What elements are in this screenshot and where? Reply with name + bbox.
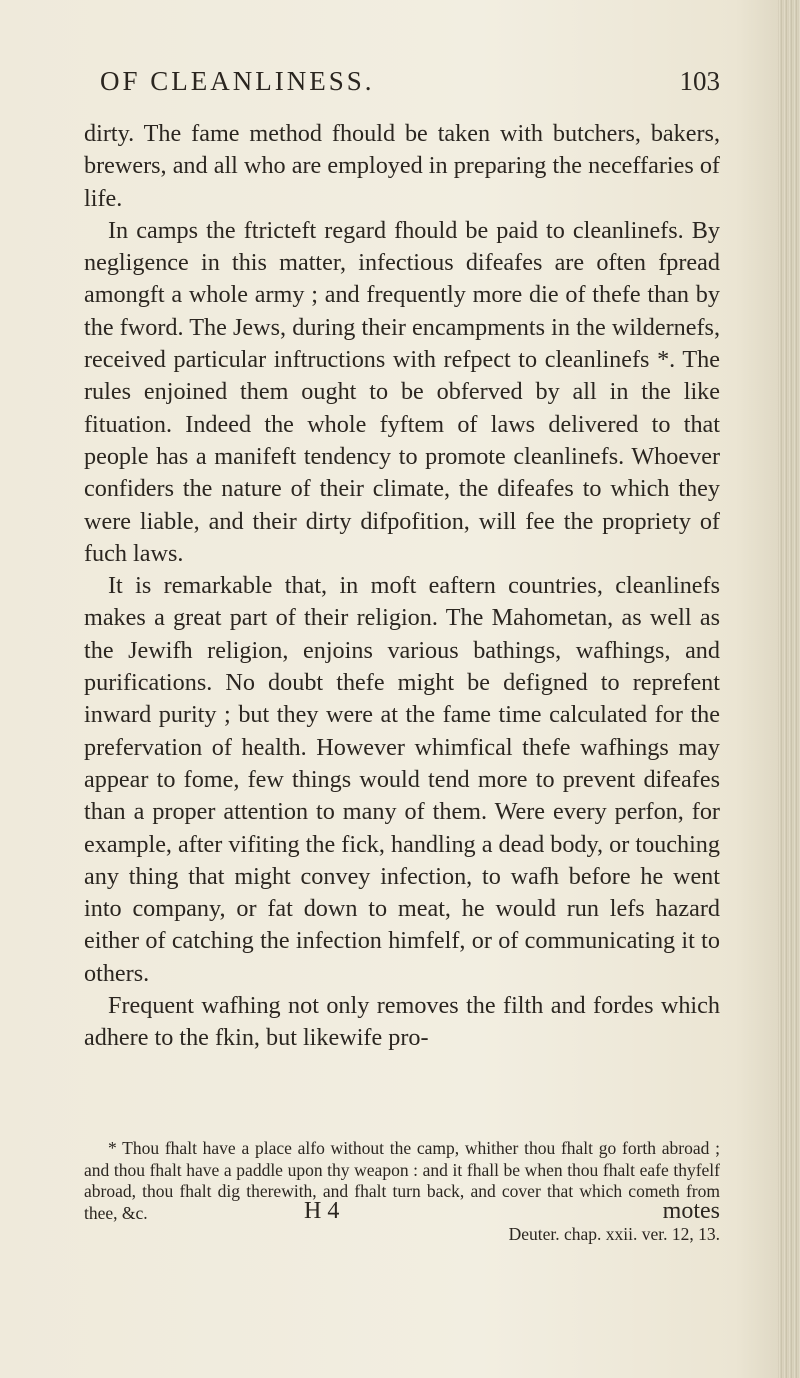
paragraph-washing: Frequent wafhing not only removes the filth and fordes which adhere to the fkin, but likewife pro- xyxy=(84,992,720,1052)
footnote-text: * Thou fhalt have a place alfo without the camp, whither thou fhalt go forth abroad ; and thou fhalt have a paddle upon thy weapon : and it fhall be when thou fhalt eafe thyfelf abroad, thou fhalt dig therewith, and fhalt turn back, and cover that which cometh from thee, &c. xyxy=(84,1138,720,1223)
footnote xyxy=(84,1138,720,1246)
page-edge-shadow xyxy=(778,0,800,1378)
paragraph-continuation: dirty. The fame method fhould be taken with butchers, bakers, brewers, and all who are employed in preparing the neceffaries of life. xyxy=(84,120,720,212)
footnote-source: Deuter. chap. xxii. ver. 12, 13. xyxy=(508,1224,720,1245)
signature-line xyxy=(84,1198,720,1228)
paragraph-camps: In camps the ftricteft regard fhould be paid to cleanlinefs. By negligence in this matter, infectious difeafes are often fpread amongft a whole army ; and frequently more die of thefe than by the fword. The Jews, during their encampments in the wildernefs, received particular inftructions with refpect to cleanlinefs *. The rules enjoined them ought to be obferved by all in the like fituation. Indeed the whole fyftem of laws delivered to that people has a manifeft tendency to promote cleanlinefs. Whoever confiders the nature of their climate, the difeafes to which they were liable, and their dirty difpofition, will fee the propriety of fuch laws. xyxy=(84,216,720,567)
catchword: motes xyxy=(662,1198,720,1224)
running-head xyxy=(80,66,720,106)
paragraph-eastern-religion: It is remarkable that, in moft eaftern countries, cleanlinefs makes a great part of their religion. The Mahometan, as well as the Jewifh religion, enjoins various bathings, wafhings, and purifications. No doubt thefe might be defigned to reprefent inward purity ; but they were at the fame time calculated for the prefervation of health. However whimfical thefe wafhings may appear to fome, few things would tend more to prevent difeafes than a proper attention to many of them. Were every perfon, for example, after vifiting the fick, handling a dead body, or touching any thing that might convey infection, to wafh before he went into company, or fat down to meat, he would run lefs hazard either of catching the infection himfelf, or of communicating it to others. xyxy=(84,572,720,987)
body-text xyxy=(84,118,720,1055)
page-number: 103 xyxy=(679,66,720,96)
signature-mark: H 4 xyxy=(304,1198,340,1224)
running-head-title: OF CLEANLINESS. xyxy=(100,66,375,96)
